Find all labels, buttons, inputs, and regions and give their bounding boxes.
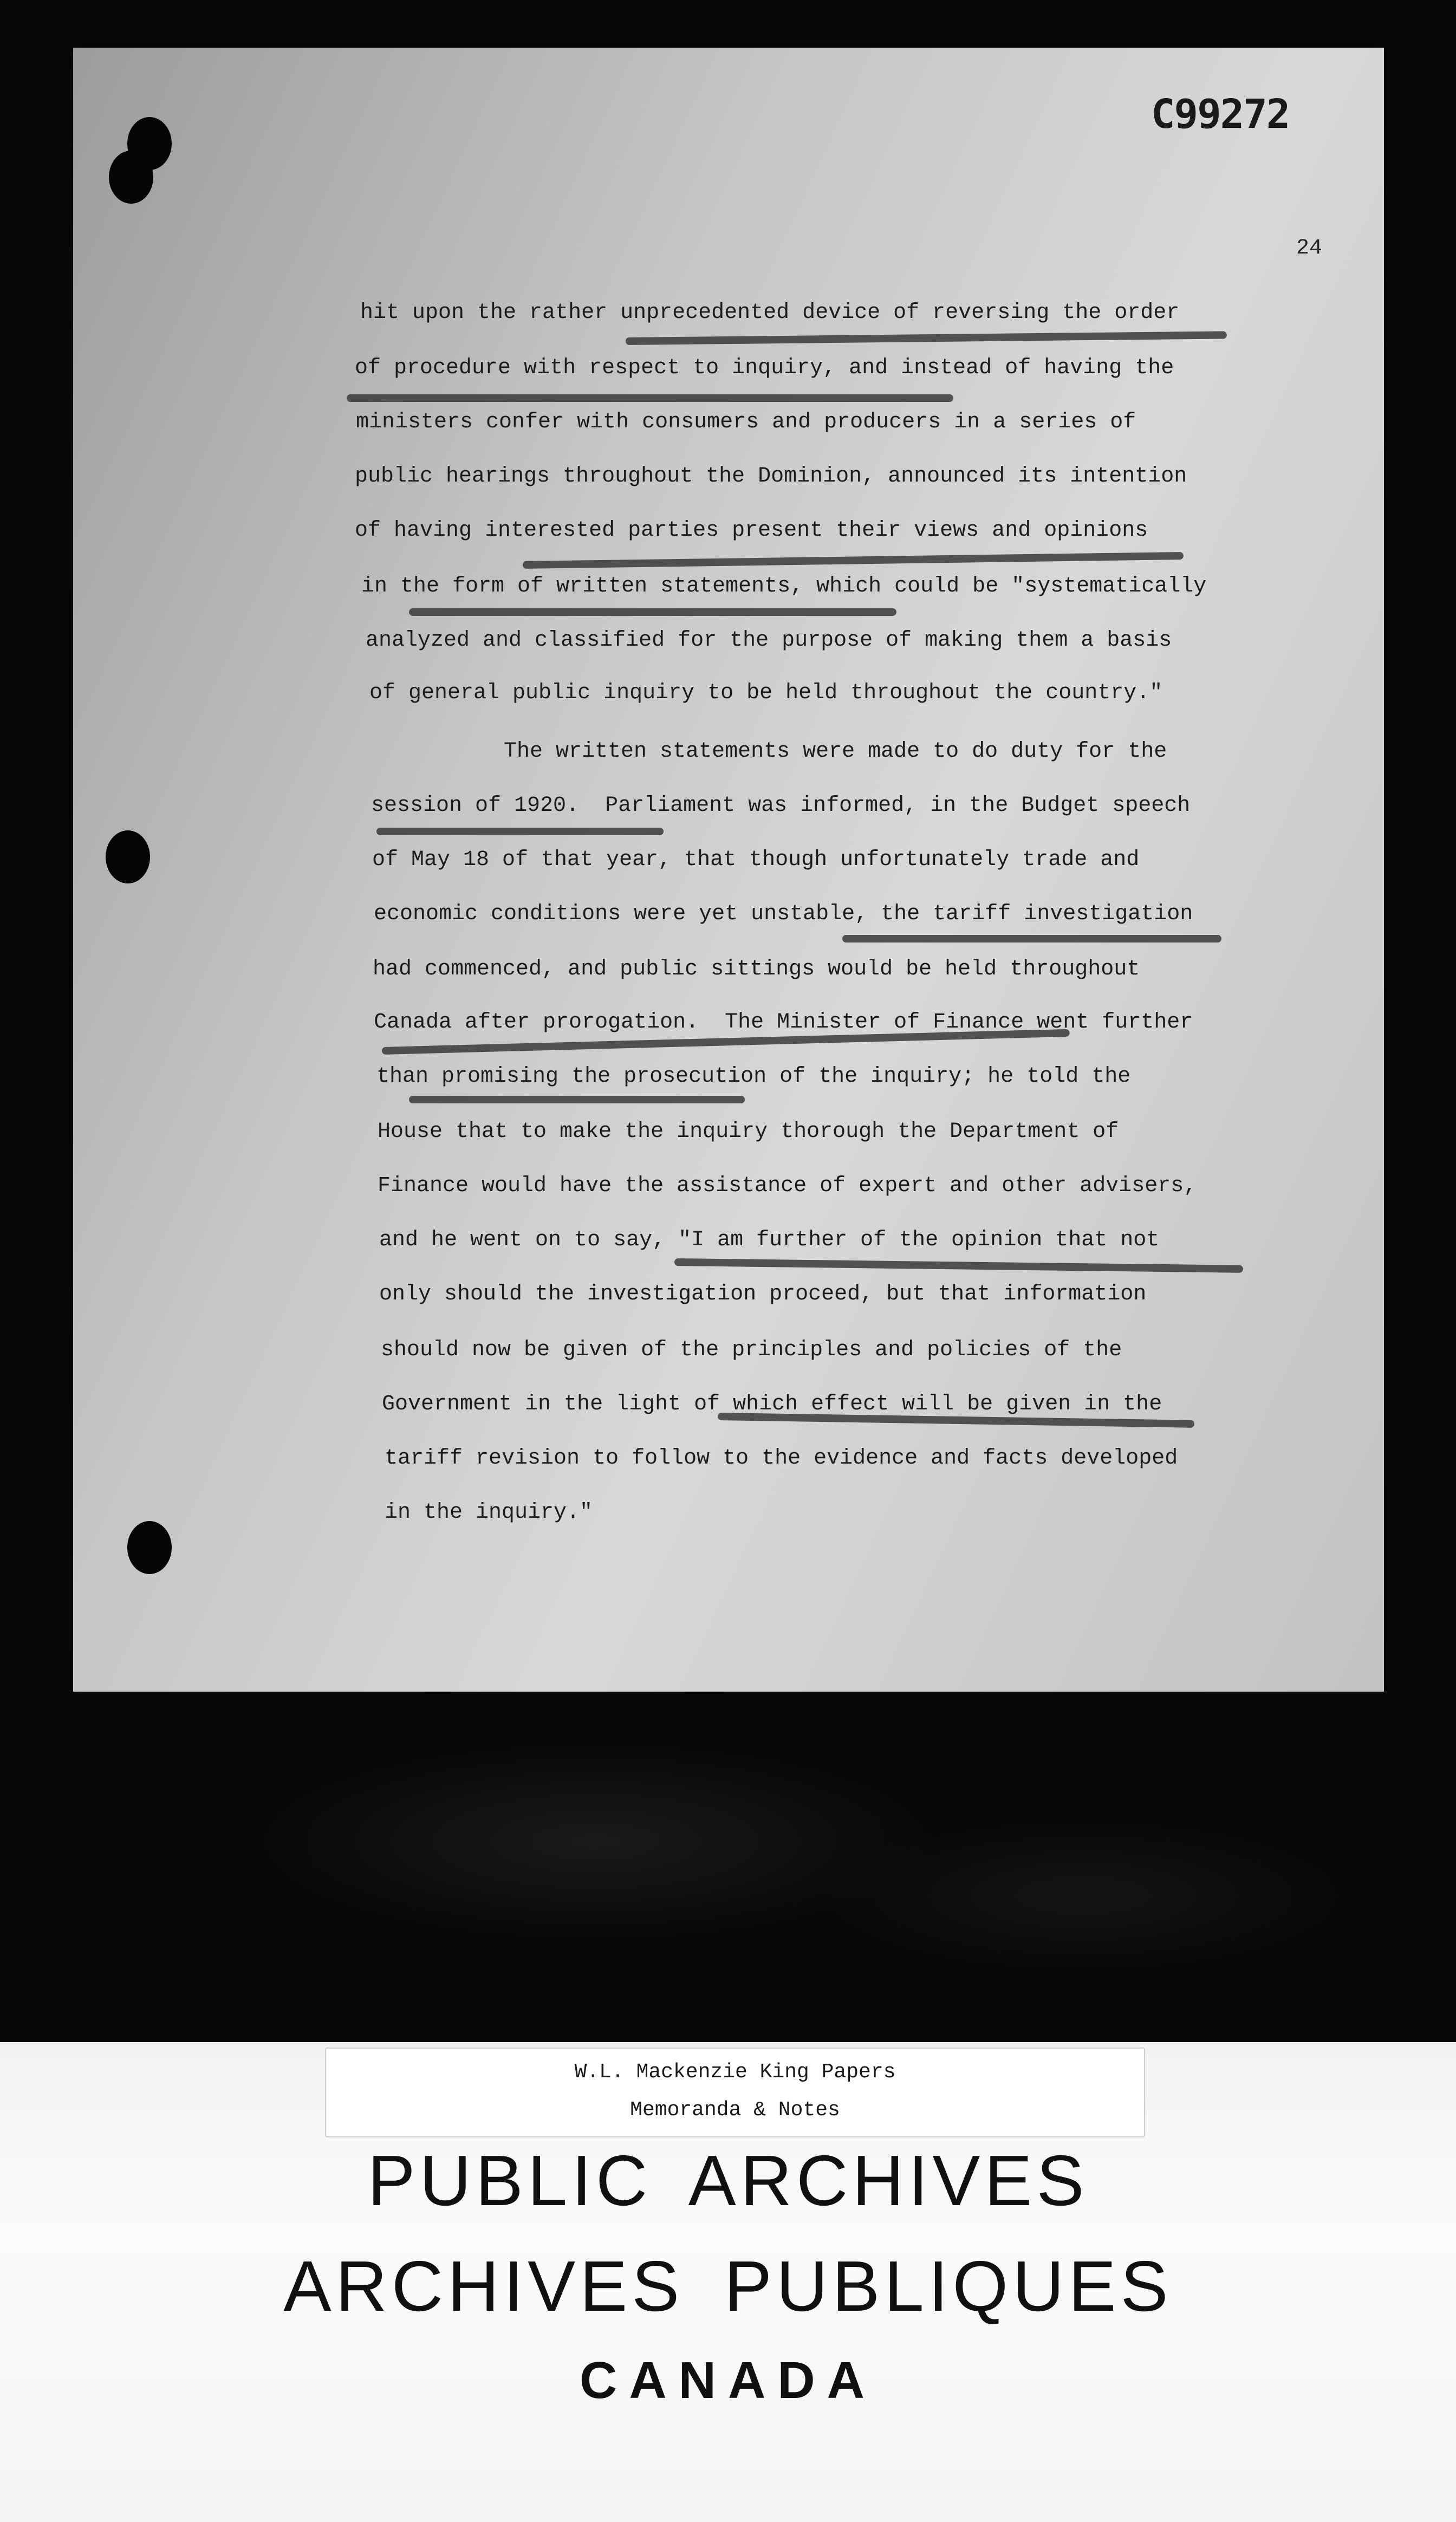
text-line: Canada after prorogation. The Minister of Finance went further	[374, 1010, 1193, 1035]
text-line: hit upon the rather unprecedented device of reversing the order	[360, 301, 1180, 325]
collection-series: Memoranda & Notes	[630, 2098, 840, 2122]
text-line: tariff revision to follow to the evidence and facts developed	[385, 1446, 1178, 1471]
text-line: in the form of written statements, which could be "systematically	[361, 574, 1207, 599]
pencil-underline	[842, 935, 1221, 942]
text-line: in the inquiry."	[385, 1500, 593, 1525]
archive-name-english: PUBLIC ARCHIVES	[367, 2141, 1089, 2220]
text-line: should now be given of the principles and policies of the	[381, 1338, 1122, 1362]
text-line: public hearings throughout the Dominion, announced its intention	[355, 464, 1187, 489]
punch-hole	[109, 151, 153, 204]
pencil-underline	[409, 608, 896, 616]
text-line: of May 18 of that year, that though unfortunately trade and	[372, 848, 1140, 872]
archive-name-french: ARCHIVES PUBLIQUES	[283, 2246, 1173, 2326]
text-line: had commenced, and public sittings would be held throughout	[373, 957, 1140, 981]
archive-stamp-number: C99272	[1151, 91, 1290, 138]
text-line: than promising the prosecution of the inquiry; he told the	[376, 1064, 1131, 1089]
archive-country: CANADA	[580, 2351, 876, 2409]
text-line: economic conditions were yet unstable, the tariff investigation	[374, 902, 1193, 926]
text-line: Finance would have the assistance of expert and other advisers,	[378, 1174, 1197, 1198]
text-line: of procedure with respect to inquiry, and instead of having the	[355, 356, 1174, 380]
text-line: of general public inquiry to be held throughout the country."	[369, 681, 1163, 705]
text-line: session of 1920. Parliament was informed, in the Budget speech	[371, 794, 1191, 818]
pencil-underline	[523, 552, 1184, 569]
punch-hole	[127, 1521, 172, 1574]
pencil-underline	[347, 394, 953, 402]
pencil-underline	[376, 828, 664, 835]
text-line: only should the investigation proceed, but that information	[379, 1282, 1147, 1306]
text-line: and he went on to say, "I am further of the opinion that not	[379, 1228, 1160, 1252]
text-line: of having interested parties present their views and opinions	[355, 518, 1148, 543]
page-number: 24	[1296, 236, 1323, 261]
pencil-underline	[409, 1096, 745, 1103]
text-line: ministers confer with consumers and producers in a series of	[356, 410, 1136, 434]
collection-label-tab	[325, 2047, 1145, 2137]
text-line: The written statements were made to do duty for the	[504, 739, 1167, 764]
pencil-underline	[626, 331, 1227, 345]
collection-name: W.L. Mackenzie King Papers	[574, 2060, 896, 2084]
punch-hole	[106, 830, 150, 883]
pencil-underline	[674, 1258, 1243, 1273]
text-line: Government in the light of which effect will be given in the	[382, 1392, 1162, 1416]
text-line: analyzed and classified for the purpose of making them a basis	[366, 628, 1172, 653]
typed-page	[73, 48, 1384, 1692]
text-line: House that to make the inquiry thorough the Department of	[378, 1120, 1119, 1144]
